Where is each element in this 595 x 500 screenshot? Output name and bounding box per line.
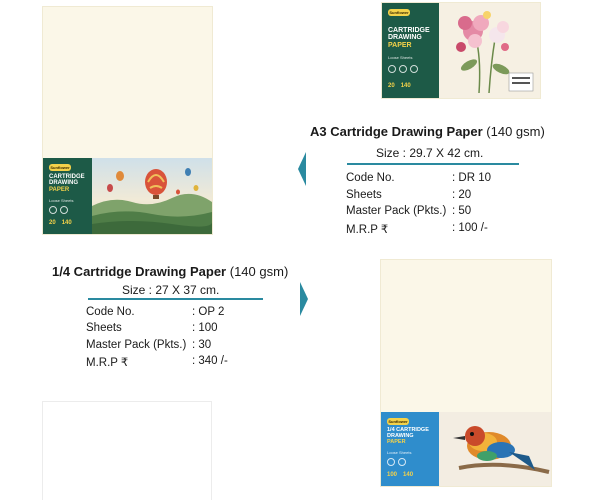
spec-value: : OP 2: [192, 306, 225, 318]
cover-stat: 140: [403, 472, 414, 478]
brand-logo: Sunflower: [50, 165, 70, 170]
pad-cover: [381, 412, 551, 486]
cover-stat: 20: [49, 220, 56, 226]
product-size: Size : 29.7 X 42 cm.: [376, 146, 484, 160]
cover-artwork-bird: [439, 412, 551, 486]
spec-value: : 20: [452, 189, 472, 201]
chevron-right-icon[interactable]: [300, 282, 308, 316]
cover-icons: [387, 458, 406, 466]
spec-label: Sheets: [86, 322, 122, 334]
cover-title-line: PAPER: [49, 186, 70, 193]
spec-label: Code No.: [346, 172, 395, 184]
spec-row: [86, 306, 135, 318]
pad-image-top-left: [43, 7, 212, 234]
spec-label: Master Pack (Pkts.): [346, 205, 447, 217]
chevron-left-icon[interactable]: [298, 152, 306, 186]
cover-stats: [388, 83, 411, 89]
cover-title: [387, 428, 429, 445]
spec-row: [86, 322, 122, 334]
spec-value: : 100: [192, 322, 218, 334]
cover-subtitle: Loose Sheets: [49, 198, 74, 203]
spec-row: [86, 339, 186, 351]
divider-rule: [88, 298, 263, 300]
cover-stat: 20: [388, 83, 395, 89]
recycle-icon: [60, 206, 68, 214]
spec-row: [346, 189, 382, 201]
product-title: [52, 264, 288, 279]
pad-cover: [43, 158, 212, 234]
cover-title: [49, 174, 85, 193]
cover-title-line: DRAWING: [49, 180, 78, 187]
spec-label: M.R.P ₹: [86, 357, 129, 369]
cover-label-panel: [43, 158, 92, 234]
spec-value: : 30: [192, 339, 212, 351]
pad-image-bottom-left: [43, 402, 211, 500]
spec-label: Code No.: [86, 306, 135, 318]
recycle-icon: [387, 458, 395, 466]
product-title: [310, 124, 545, 139]
brand-logo: Sunflower: [388, 419, 408, 424]
cover-icons: [388, 65, 418, 73]
cover-artwork-balloons: [92, 158, 212, 234]
cover-title-line: DRAWING: [388, 34, 422, 42]
cover-artwork-flowers: [439, 3, 540, 98]
cover-title-line: DRAWING: [387, 432, 414, 439]
cover-stat: 140: [61, 220, 72, 226]
pad-image-top-right: [382, 3, 540, 98]
product-gsm: (140 gsm): [229, 264, 289, 279]
cover-stats: [49, 220, 72, 226]
cover-stat: 100: [387, 472, 398, 478]
spec-row: [346, 222, 388, 236]
cover-label-panel: [382, 3, 439, 98]
spec-label: M.R.P ₹: [346, 224, 389, 236]
cover-stats: [387, 472, 413, 478]
cover-title-line: 1/4 CARTRIDGE: [387, 427, 429, 433]
spec-value: : 340 /-: [192, 355, 228, 367]
spec-row: [346, 205, 446, 217]
cover-stat: 140: [400, 83, 411, 89]
recycle-icon: [398, 458, 406, 466]
cover-title: [388, 27, 430, 49]
spec-label: Master Pack (Pkts.): [86, 339, 187, 351]
product-gsm: (140 gsm): [486, 124, 545, 139]
recycle-icon: [410, 65, 418, 73]
pad-image-bottom-right: [381, 260, 551, 486]
cover-title-line: PAPER: [388, 41, 412, 49]
spec-row: [346, 172, 395, 184]
product-name: A3 Cartridge Drawing Paper: [310, 124, 483, 139]
spec-value: : 50: [452, 205, 472, 217]
cover-title-line: PAPER: [387, 438, 406, 445]
cover-subtitle: Loose Sheets: [387, 450, 412, 455]
spec-value: : DR 10: [452, 172, 491, 184]
recycle-icon: [388, 65, 396, 73]
recycle-icon: [399, 65, 407, 73]
cover-label-panel: [381, 412, 439, 486]
cover-icons: [49, 206, 68, 214]
spec-label: Sheets: [346, 189, 382, 201]
recycle-icon: [49, 206, 57, 214]
divider-rule: [347, 163, 519, 165]
cover-title-line: CARTRIDGE: [49, 174, 85, 180]
brand-logo: Sunflower: [389, 10, 409, 15]
spec-row: [86, 355, 128, 369]
cover-subtitle: Loose Sheets: [388, 55, 413, 60]
spec-value: : 100 /-: [452, 222, 488, 234]
cover-title-line: CARTRIDGE: [388, 27, 430, 34]
product-name: 1/4 Cartridge Drawing Paper: [52, 264, 227, 279]
product-size: Size : 27 X 37 cm.: [122, 283, 220, 297]
